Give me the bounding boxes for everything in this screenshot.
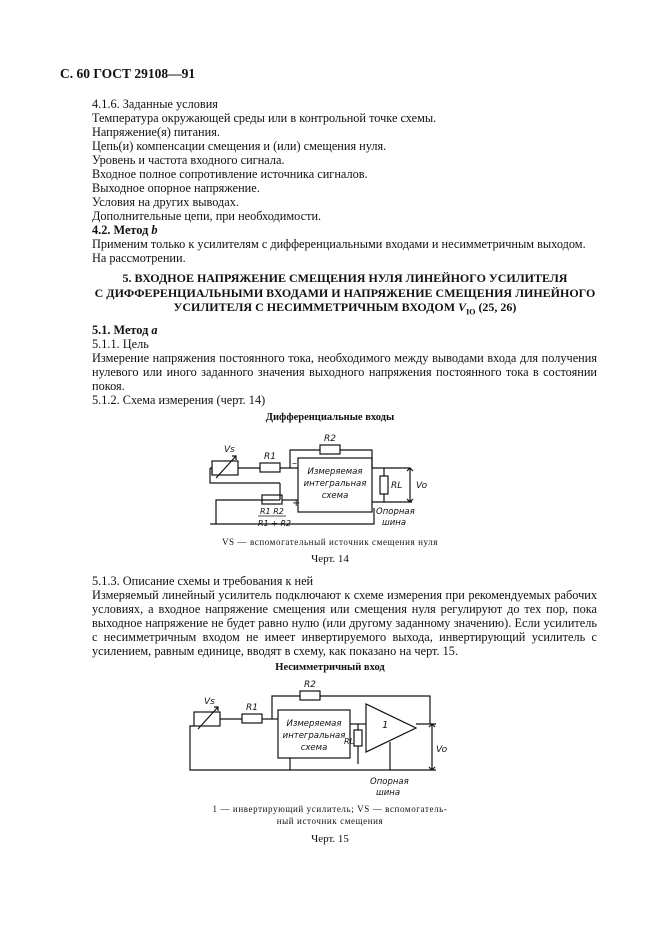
figure-14-diagram [180, 428, 440, 538]
dut-label-2: интегральная [282, 731, 346, 741]
label-ref-2: шина [382, 518, 407, 528]
section-5-1-3-title: 5.1.3. Описание схемы и требования к ней [92, 574, 314, 588]
dut-label-1: Измеряемая [307, 467, 363, 477]
figure-15-caption-1: 1 — инвертирующий усилитель; VS — вспомогатель- [212, 804, 448, 814]
section-5-1-3-text: Измеряемый линейный усилитель подключают к схеме измерения при рекомендуемых рабочих условиях, а входное напряжение смещения или смещения нуля регулируют до тех пор, пока выходное напряжение не будет равно нулю (или другому заданному значению). Если усилитель с несимметричным входом не имеет инвертируемого выхода, инвертирующий усилитель с усилением, равным единице, вводят в схему, как показано на черт. 15. [92, 588, 597, 658]
section-5-title: 5. ВХОДНОЕ НАПРЯЖЕНИЕ СМЕЩЕНИЯ НУЛЯ ЛИНЕЙНОГО УСИЛИТЕЛЯ С ДИФФЕРЕНЦИАЛЬНЫМИ ВХОДАМИ И НАПРЯЖЕНИЕ СМЕЩЕНИЯ ЛИНЕЙНОГО УСИЛИТЕЛЯ С НЕСИММЕТРИЧНЫМ ВХОДОМ $V_{IO}$ (25, 26) [94, 271, 596, 317]
page-header: С. 60 ГОСТ 29108—91 [60, 66, 196, 81]
inverting-amp-icon [366, 704, 416, 752]
label-r2: R2 [324, 434, 336, 444]
label-ratio-num: R1 R2 [260, 507, 284, 516]
condition-item: Дополнительные цепи, при необходимости. [92, 209, 322, 223]
resistor-rl-icon [354, 730, 362, 746]
section-5-1-1-title: 5.1.1. Цель [92, 337, 149, 351]
condition-item: Температура окружающей среды или в контрольной точке схемы. [92, 111, 437, 125]
section-4-2-title: 4.2. Метод b [92, 223, 158, 237]
condition-item: Уровень и частота входного сигнала. [92, 153, 285, 167]
figure-14-number: Черт. 14 [311, 553, 349, 565]
label-vs: Vs [224, 445, 235, 455]
condition-item: Напряжение(я) питания. [92, 125, 220, 139]
dut-label-3: схема [300, 743, 328, 753]
figure-15-diagram [180, 674, 450, 802]
condition-item: Выходное опорное напряжение. [92, 181, 260, 195]
dut-label-3: схема [321, 491, 349, 501]
section-4-1-6-title: 4.1.6. Заданные условия [92, 97, 218, 111]
figure-15-caption-2: ный источник смещения [276, 816, 384, 826]
section-4-2-line1: Применим только к усилителям с дифференциальными входами и несимметричным выходом. [92, 237, 586, 251]
dut-label-1: Измеряемая [286, 719, 342, 729]
label-ref-1: Опорная [376, 507, 415, 517]
label-vo: Vo [436, 745, 448, 755]
label-rl: RL [344, 737, 355, 746]
resistor-rl-icon [380, 476, 388, 494]
dut-label-2: интегральная [303, 479, 367, 489]
label-r1: R1 [246, 703, 258, 713]
label-ref-1: Опорная [370, 777, 409, 787]
figure-15-title: Несимметричный вход [275, 662, 385, 673]
label-vs: Vs [204, 697, 215, 707]
label-r2: R2 [304, 680, 316, 690]
figure-15-number: Черт. 15 [311, 833, 349, 845]
plus-sign: + [292, 498, 301, 509]
label-r1: R1 [264, 452, 276, 462]
figure-14-title: Дифференциальные входы [265, 412, 395, 423]
resistor-r2-icon [300, 691, 320, 700]
condition-item: Входное полное сопротивление источника сигналов. [92, 167, 368, 181]
condition-item: Условия на других выводах. [92, 195, 239, 209]
resistor-r1-icon [242, 714, 262, 723]
label-vo: Vo [416, 481, 428, 491]
label-ratio-den: R1 + R2 [258, 519, 292, 528]
condition-item: Цепь(и) компенсации смещения и (или) смещения нуля. [92, 139, 387, 153]
resistor-r1-icon [260, 463, 280, 472]
figure-14-caption: VS — вспомогательный источник смещения нуля [221, 537, 439, 547]
minus-sign: – [292, 458, 297, 469]
section-4-2-line2: На рассмотрении. [92, 251, 186, 265]
section-5-1-1-text: Измерение напряжения постоянного тока, необходимого между выводами входа для получения нулевого или иного заданного значения выходного напряжения постоянного тока в состоянии покоя. [92, 351, 597, 393]
label-rl: RL [391, 481, 403, 491]
section-5-1-2-title: 5.1.2. Схема измерения (черт. 14) [92, 393, 266, 407]
resistor-r2-icon [320, 445, 340, 454]
amp-label: 1 [382, 720, 389, 731]
section-5-1-title: 5.1. Метод a [92, 323, 158, 337]
label-ref-2: шина [376, 788, 401, 798]
